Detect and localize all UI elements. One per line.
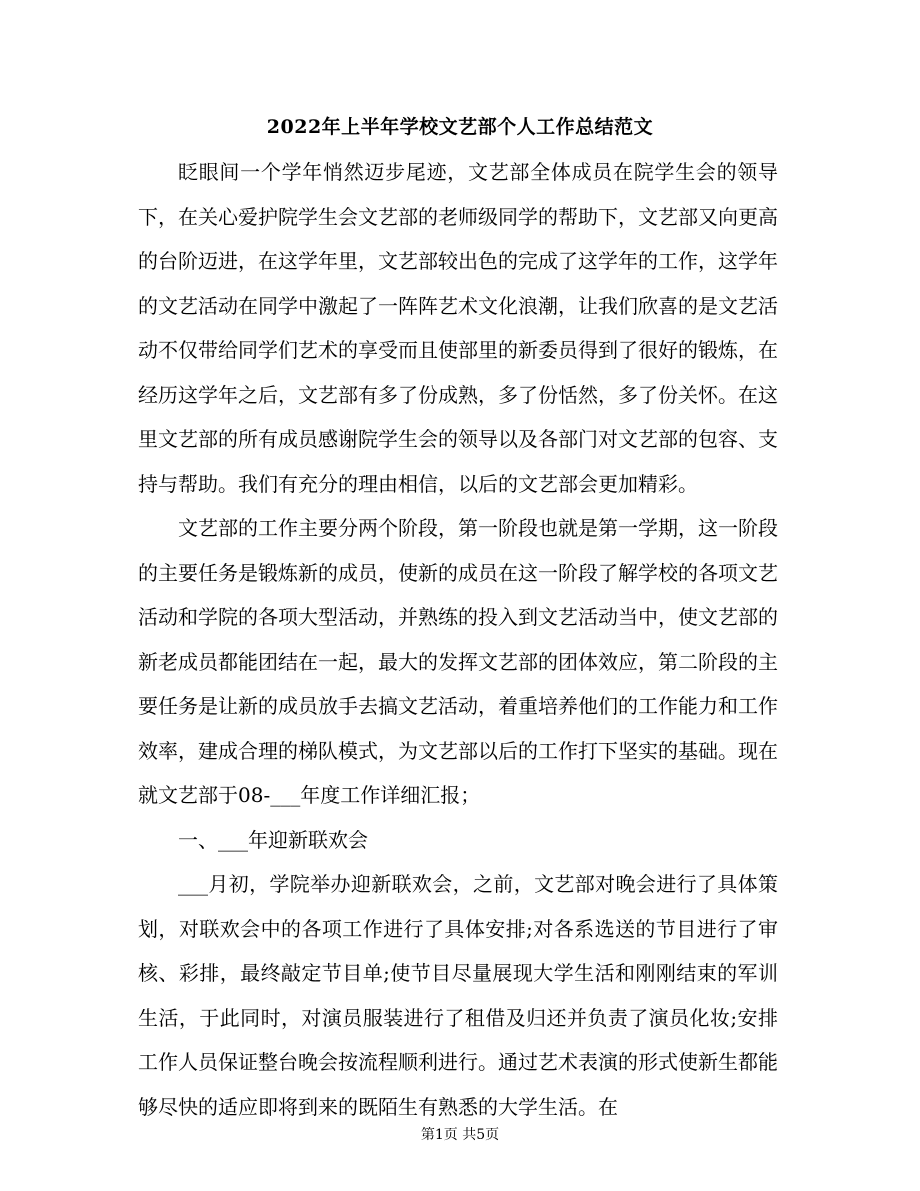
paragraph-welcome-party: ___月初，学院举办迎新联欢会，之前，文艺部对晚会进行了具体策划，对联欢会中的各项工作进行了具体安排;对各系选送的节目进行了审核、彩排，最终敲定节目单;使节目尽量展现大学生活和刚刚结束的军训生活，于此同时，对演员服装进行了租借及归还并负责了演员化妆;安排工作人员保证整台晚会按流程顺利进行。通过艺术表演的形式使新生都能够尽快的适应即将到来的既陌生有熟悉的大学生活。在: [138, 872, 778, 1119]
page-number: 第1页 共5页: [420, 1127, 500, 1143]
section-heading-welcome-party: 一、___年迎新联欢会: [178, 827, 368, 852]
paragraph-stages: 文艺部的工作主要分两个阶段，第一阶段也就是第一学期，这一阶段的主要任务是锻炼新的成员，使新的成员在这一阶段了解学校的各项文艺活动和学院的各项大型活动，并熟练的投入到文艺活动当中，使文艺部的新老成员都能团结在一起，最大的发挥文艺部的团体效应，第二阶段的主要任务是让新的成员放手去搞文艺活动，着重培养他们的工作能力和工作效率，建成合理的梯队模式，为文艺部以后的工作打下坚实的基础。现在就文艺部于08-___年度工作详细汇报；: [138, 516, 778, 807]
paragraph-intro: 眨眼间一个学年悄然迈步尾迹，文艺部全体成员在院学生会的领导下，在关心爱护院学生会文艺部的老师级同学的帮助下，文艺部又向更高的台阶迈进，在这学年里，文艺部较出色的完成了这学年的工作，这学年的文艺活动在同学中激起了一阵阵艺术文化浪潮，让我们欣喜的是文艺活动不仅带给同学们艺术的享受而且使部里的新委员得到了很好的锻炼，在经历这学年之后，文艺部有多了份成熟，多了份恬然，多了份关怀。在这里文艺部的所有成员感谢院学生会的领导以及各部门对文艺部的包容、支持与帮助。我们有充分的理由相信，以后的文艺部会更加精彩。: [138, 160, 778, 496]
document-body: [138, 150, 778, 1129]
document-title: 2022年上半年学校文艺部个人工作总结范文: [266, 116, 654, 138]
